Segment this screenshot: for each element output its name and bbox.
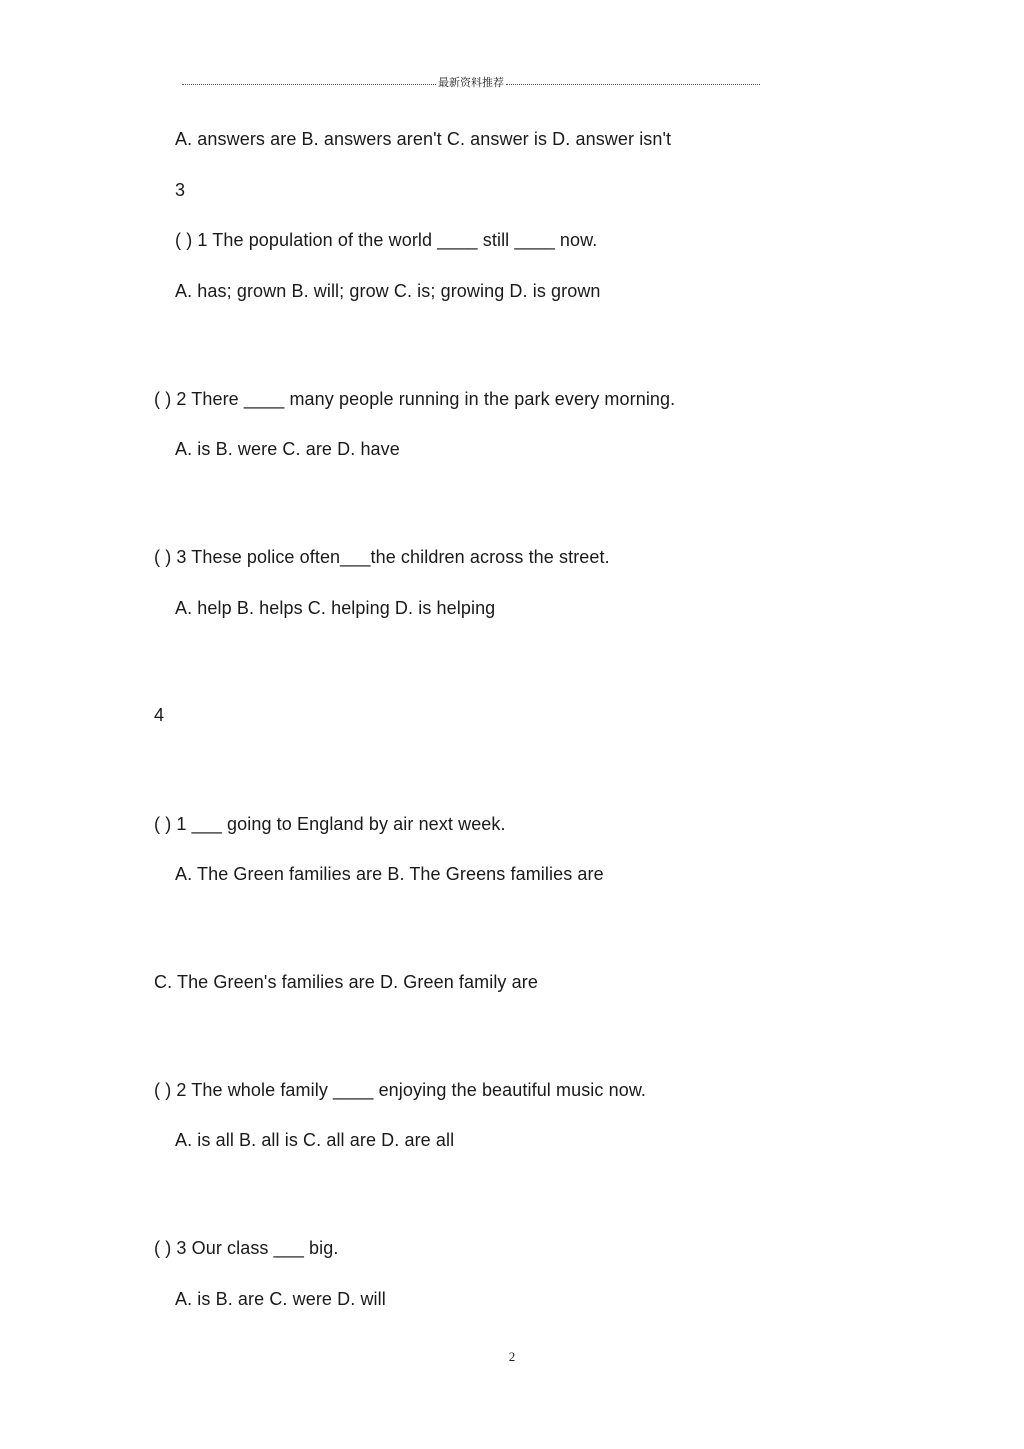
page-number: 2	[508, 1349, 516, 1364]
answer-options-line: A. has; grown B. will; grow C. is; growing D. is grown	[175, 281, 601, 301]
question-line: ( ) 1 The population of the world ____ still ____ now.	[175, 230, 598, 250]
question-line: ( ) 3 These police often___the children across the street.	[154, 547, 610, 567]
question-line: ( ) 3 Our class ___ big.	[154, 1238, 339, 1258]
header-title: 最新资料推荐	[438, 76, 504, 89]
answer-options-line: A. answers are B. answers aren't C. answer is D. answer isn't	[175, 129, 672, 149]
answer-options-line: C. The Green's families are D. Green family are	[154, 972, 538, 992]
answer-options-line: A. is all B. all is C. all are D. are all	[175, 1130, 455, 1150]
answer-options-line: A. is B. are C. were D. will	[175, 1289, 386, 1309]
header-leader-left	[182, 76, 436, 85]
answer-options-line: A. help B. helps C. helping D. is helping	[175, 598, 496, 618]
header-leader-right	[506, 76, 760, 85]
section-number: 4	[154, 705, 165, 725]
answer-options-line: A. is B. were C. are D. have	[175, 439, 400, 459]
question-line: ( ) 2 The whole family ____ enjoying the beautiful music now.	[154, 1080, 647, 1100]
answer-options-line: A. The Green families are B. The Greens families are	[175, 864, 604, 884]
question-line: ( ) 2 There ____ many people running in the park every morning.	[154, 389, 676, 409]
section-number: 3	[175, 180, 186, 200]
page-header	[182, 74, 760, 90]
question-line: ( ) 1 ___ going to England by air next week.	[154, 814, 506, 834]
